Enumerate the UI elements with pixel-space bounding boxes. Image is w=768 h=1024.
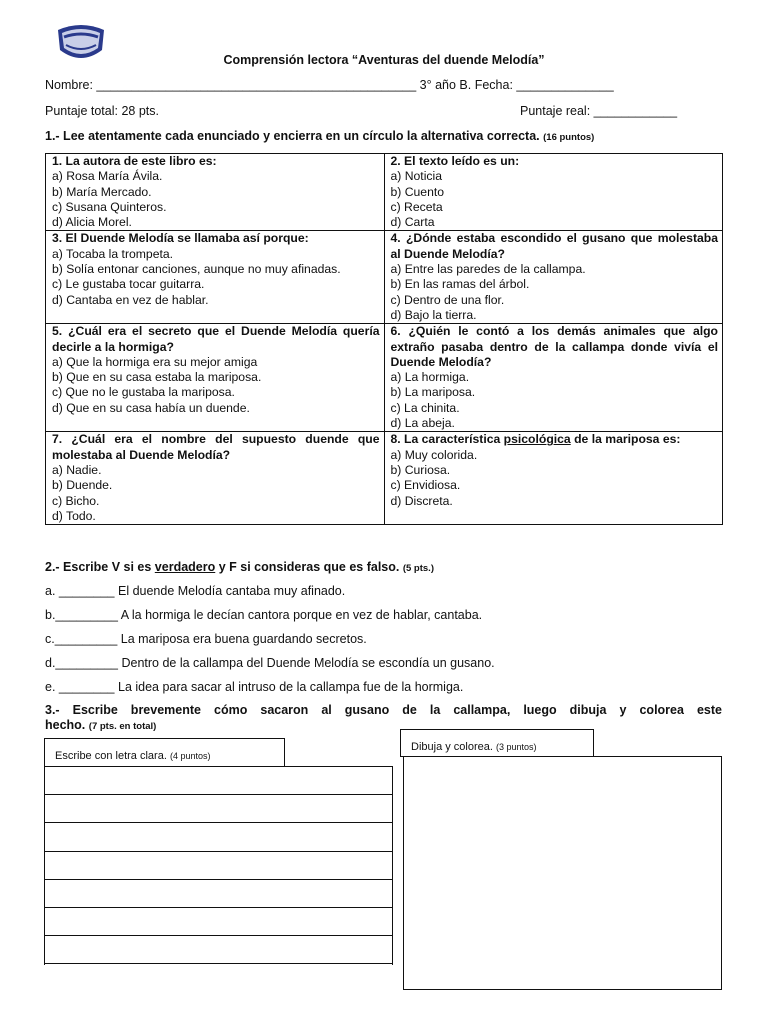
question-8: 8. La característica psicológica de la mariposa es: a) Muy colorida. b) Curiosa. c) Envidiosa. d) Discreta.	[384, 432, 723, 525]
option[interactable]: c) Susana Quinteros.	[52, 199, 167, 214]
option[interactable]: a) Rosa María Ávila.	[52, 169, 163, 184]
questions-table	[45, 153, 723, 525]
name-date-line: Nombre: ______________________________________________ 3° año B. Fecha: ______________	[45, 78, 614, 92]
write-label-box: Escribe con letra clara. (4 puntos)	[44, 738, 285, 767]
option[interactable]: d) Discreta.	[390, 493, 453, 508]
question-4: 4. ¿Dónde estaba escondido el gusano que molestaba al Duende Melodía? a) Entre las paredes de la callampa. b) En las ramas del árbol. c) Dentro de una flor. d) Bajo la tierra.	[384, 231, 723, 324]
drawing-area[interactable]	[403, 756, 722, 990]
option[interactable]: b) Que en su casa estaba la mariposa.	[52, 370, 262, 385]
option[interactable]: b) María Mercado.	[52, 184, 152, 199]
writing-line[interactable]	[45, 852, 392, 880]
option[interactable]: b) En las ramas del árbol.	[390, 277, 530, 292]
option[interactable]: c) Bicho.	[52, 493, 100, 508]
option[interactable]: b) La mariposa.	[390, 385, 476, 400]
option[interactable]: a) Tocaba la trompeta.	[52, 246, 174, 261]
writing-line[interactable]	[45, 823, 392, 851]
option[interactable]: d) Todo.	[52, 508, 96, 523]
option[interactable]: a) Entre las paredes de la callampa.	[390, 262, 586, 277]
section2-points: (5 pts.)	[402, 563, 434, 574]
option[interactable]: b) Cuento	[390, 184, 445, 199]
option[interactable]: b) Curiosa.	[390, 462, 451, 477]
question-3: 3. El Duende Melodía se llamaba así porque: a) Tocaba la trompeta. b) Solía entonar canciones, aunque no muy afinadas. c) Le gustaba tocar guitarra. d) Cantaba en vez de hablar.	[46, 231, 385, 324]
section1-instruction	[45, 129, 594, 143]
option[interactable]: b) Duende.	[52, 478, 113, 493]
writing-line[interactable]	[45, 936, 392, 964]
option[interactable]: a) Nadie.	[52, 462, 102, 477]
option[interactable]: c) Le gustaba tocar guitarra.	[52, 277, 205, 292]
option[interactable]: d) Que en su casa había un duende.	[52, 400, 250, 415]
question-1: 1. La autora de este libro es: a) Rosa María Ávila. b) María Mercado. c) Susana Quinteros. d) Alicia Morel.	[46, 154, 385, 231]
section1-text: 1.- Lee atentamente cada enunciado y encierra en un círculo la alternativa correcta.	[45, 129, 540, 143]
option[interactable]: a) Que la hormiga era su mejor amiga	[52, 354, 258, 369]
vf-item-b[interactable]: b._________ A la hormiga le decían cantora porque en vez de hablar, cantaba.	[45, 608, 483, 622]
vf-item-d[interactable]: d._________ Dentro de la callampa del Duende Melodía se escondía un gusano.	[45, 656, 495, 670]
real-score: Puntaje real: ____________	[520, 104, 678, 118]
vf-item-a[interactable]: a. ________ El duende Melodía cantaba muy afinado.	[45, 584, 346, 598]
option[interactable]: d) Cantaba en vez de hablar.	[52, 292, 209, 307]
option[interactable]: b) Solía entonar canciones, aunque no muy afinadas.	[52, 262, 341, 277]
page-title: Comprensión lectora “Aventuras del duende Melodía”	[223, 53, 545, 67]
option[interactable]: d) Alicia Morel.	[52, 215, 132, 230]
total-score: Puntaje total: 28 pts.	[45, 104, 159, 118]
section2-instruction: 2.- Escribe V si es verdadero y F si consideras que es falso. (5 pts.)	[45, 560, 434, 574]
vf-item-c[interactable]: c._________ La mariposa era buena guardando secretos.	[45, 632, 367, 646]
option[interactable]: c) Dentro de una flor.	[390, 292, 505, 307]
option[interactable]: c) La chinita.	[390, 400, 460, 415]
option[interactable]: d) Carta	[390, 215, 435, 230]
option[interactable]: c) Receta	[390, 199, 443, 214]
question-2: 2. El texto leído es un: a) Noticia b) Cuento c) Receta d) Carta	[384, 154, 723, 231]
option[interactable]: d) Bajo la tierra.	[390, 307, 477, 322]
question-5: 5. ¿Cuál era el secreto que el Duende Melodía quería decirle a la hormiga? a) Que la hormiga era su mejor amiga b) Que en su casa estaba la mariposa. c) Que no le gustaba la mariposa. d) Que en su casa había un duende.	[46, 324, 385, 432]
writing-lines[interactable]	[44, 766, 393, 965]
option[interactable]: c) Envidiosa.	[390, 478, 461, 493]
writing-line[interactable]	[45, 880, 392, 908]
option[interactable]: a) Noticia	[390, 169, 442, 184]
writing-line[interactable]	[45, 908, 392, 936]
section3-instruction: 3.- Escribe brevemente cómo sacaron al gusano de la callampa, luego dibuja y colorea este hecho. (7 pts. en total)	[45, 703, 722, 732]
option[interactable]: a) Muy colorida.	[390, 447, 478, 462]
option[interactable]: d) La abeja.	[390, 416, 455, 431]
vf-item-e[interactable]: e. ________ La idea para sacar al intruso de la callampa fue de la hormiga.	[45, 680, 464, 694]
question-6: 6. ¿Quién le contó a los demás animales que algo extraño pasaba dentro de la callampa donde vivía el Duende Melodía? a) La hormiga. b) La mariposa. c) La chinita. d) La abeja.	[384, 324, 723, 432]
writing-line[interactable]	[45, 795, 392, 823]
writing-line[interactable]	[45, 767, 392, 795]
section1-points: (16 puntos)	[543, 132, 595, 143]
draw-label-box: Dibuja y colorea. (3 puntos)	[400, 729, 594, 757]
question-7: 7. ¿Cuál era el nombre del supuesto duende que molestaba al Duende Melodía? a) Nadie. b) Duende. c) Bicho. d) Todo.	[46, 432, 385, 525]
option[interactable]: c) Que no le gustaba la mariposa.	[52, 385, 235, 400]
option[interactable]: a) La hormiga.	[390, 370, 470, 385]
